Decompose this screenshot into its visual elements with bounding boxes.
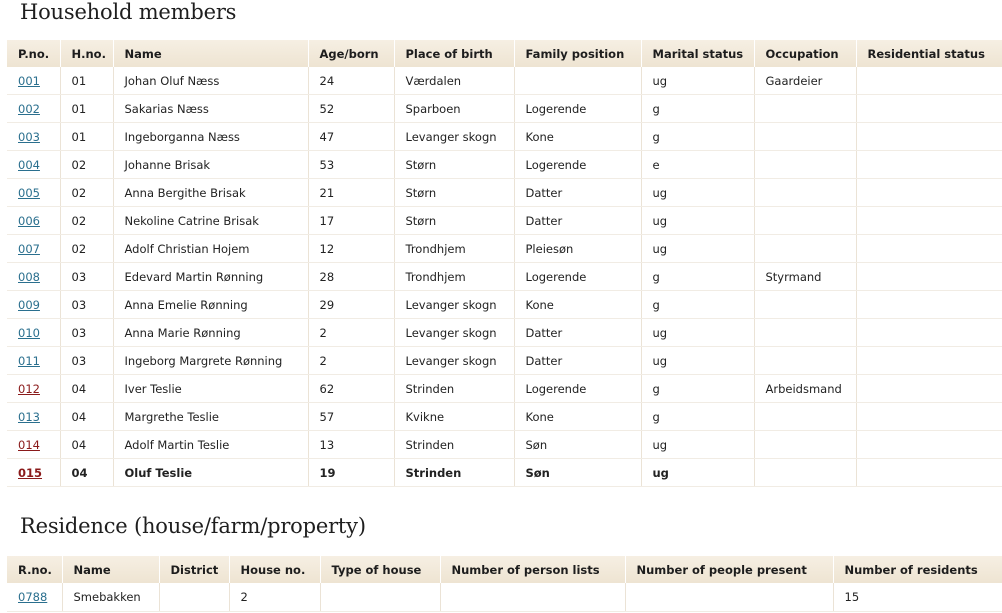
marital-status-cell: ug: [641, 179, 754, 207]
residential-status-cell: [856, 207, 1002, 235]
person-number-cell: [7, 403, 60, 431]
family-position-cell: Datter: [514, 207, 641, 235]
occupation-cell: [754, 403, 856, 431]
occupation-cell: Gaardeier: [754, 67, 856, 95]
birthplace-cell: Sparboen: [394, 95, 514, 123]
marital-status-cell: e: [641, 151, 754, 179]
household-number-cell: 02: [60, 235, 113, 263]
age-cell: 13: [308, 431, 394, 459]
person-number-link[interactable]: 003: [18, 129, 40, 144]
household-number-cell: 02: [60, 207, 113, 235]
age-cell: 29: [308, 291, 394, 319]
residential-status-cell: [856, 67, 1002, 95]
person-number-link[interactable]: 005: [18, 185, 40, 200]
person-number-cell: [7, 123, 60, 151]
birthplace-cell: Strinden: [394, 431, 514, 459]
residential-status-cell: [856, 151, 1002, 179]
occupation-cell: [754, 151, 856, 179]
age-cell: 52: [308, 95, 394, 123]
person-name-cell: Oluf Teslie: [113, 459, 308, 487]
household-number-cell: 04: [60, 375, 113, 403]
person-lists-cell: [440, 583, 625, 612]
residential-status-cell: [856, 319, 1002, 347]
column-header-person-lists: Number of person lists: [440, 556, 625, 583]
person-number-cell: [7, 291, 60, 319]
household-number-cell: 03: [60, 291, 113, 319]
age-cell: 28: [308, 263, 394, 291]
family-position-cell: Pleiesøn: [514, 235, 641, 263]
family-position-cell: Kone: [514, 291, 641, 319]
person-number-cell: [7, 207, 60, 235]
house-number-cell: 2: [229, 583, 320, 612]
household-number-cell: 03: [60, 319, 113, 347]
age-cell: 17: [308, 207, 394, 235]
family-position-cell: [514, 67, 641, 95]
table-row: [7, 207, 1002, 235]
person-name-cell: Margrethe Teslie: [113, 403, 308, 431]
column-header-birthplace: Place of birth: [394, 40, 514, 67]
residential-status-cell: [856, 459, 1002, 487]
residents-cell: 15: [833, 583, 1002, 612]
household-number-cell: 01: [60, 95, 113, 123]
person-number-cell: [7, 347, 60, 375]
residential-status-cell: [856, 263, 1002, 291]
person-number-cell: [7, 67, 60, 95]
birthplace-cell: Levanger skogn: [394, 347, 514, 375]
occupation-cell: [754, 207, 856, 235]
marital-status-cell: ug: [641, 235, 754, 263]
family-position-cell: Datter: [514, 319, 641, 347]
table-row: [7, 375, 1002, 403]
residential-status-cell: [856, 431, 1002, 459]
residential-status-cell: [856, 375, 1002, 403]
column-header-rno: R.no.: [7, 556, 62, 583]
table-row: [7, 583, 1002, 612]
family-position-cell: Logerende: [514, 95, 641, 123]
person-name-cell: Adolf Christian Hojem: [113, 235, 308, 263]
occupation-cell: [754, 95, 856, 123]
residential-status-cell: [856, 179, 1002, 207]
table-row: [7, 319, 1002, 347]
person-number-link[interactable]: 001: [18, 73, 40, 88]
person-number-cell: [7, 459, 60, 487]
table-row: [7, 67, 1002, 95]
person-number-cell: [7, 375, 60, 403]
occupation-cell: [754, 319, 856, 347]
marital-status-cell: g: [641, 95, 754, 123]
residence-number-cell: [7, 583, 62, 612]
occupation-cell: [754, 123, 856, 151]
person-number-link[interactable]: 007: [18, 241, 40, 256]
marital-status-cell: g: [641, 375, 754, 403]
marital-status-cell: ug: [641, 347, 754, 375]
birthplace-cell: Størn: [394, 179, 514, 207]
person-number-cell: [7, 319, 60, 347]
household-number-cell: 03: [60, 347, 113, 375]
age-cell: 21: [308, 179, 394, 207]
birthplace-cell: Størn: [394, 151, 514, 179]
table-row: [7, 123, 1002, 151]
marital-status-cell: ug: [641, 67, 754, 95]
age-cell: 12: [308, 235, 394, 263]
household-number-cell: 01: [60, 123, 113, 151]
occupation-cell: Styrmand: [754, 263, 856, 291]
marital-status-cell: ug: [641, 459, 754, 487]
person-number-link[interactable]: 009: [18, 297, 40, 312]
person-name-cell: Ingeborg Margrete Rønning: [113, 347, 308, 375]
birthplace-cell: Strinden: [394, 375, 514, 403]
residential-status-cell: [856, 95, 1002, 123]
table-row: [7, 291, 1002, 319]
house-type-cell: [320, 583, 440, 612]
residence-table: [7, 556, 1002, 612]
person-number-link[interactable]: 002: [18, 101, 40, 116]
residential-status-cell: [856, 403, 1002, 431]
person-number-cell: [7, 95, 60, 123]
person-number-cell: [7, 151, 60, 179]
age-cell: 19: [308, 459, 394, 487]
residential-status-cell: [856, 347, 1002, 375]
residence-header-row: [7, 556, 1002, 583]
person-number-cell: [7, 235, 60, 263]
household-number-cell: 04: [60, 459, 113, 487]
family-position-cell: Kone: [514, 123, 641, 151]
occupation-cell: [754, 459, 856, 487]
table-row: [7, 459, 1002, 487]
person-number-link[interactable]: 010: [18, 325, 40, 340]
residential-status-cell: [856, 123, 1002, 151]
residential-status-cell: [856, 235, 1002, 263]
column-header-name: Name: [113, 40, 308, 67]
table-row: [7, 347, 1002, 375]
person-number-link[interactable]: 015: [18, 465, 43, 480]
person-number-link[interactable]: 013: [18, 409, 40, 424]
household-members-table: [7, 40, 1002, 487]
column-header-family-position: Family position: [514, 40, 641, 67]
occupation-cell: [754, 347, 856, 375]
person-name-cell: Adolf Martin Teslie: [113, 431, 308, 459]
age-cell: 2: [308, 347, 394, 375]
table-row: [7, 263, 1002, 291]
residence-number-link[interactable]: 0788: [18, 590, 48, 604]
person-name-cell: Sakarias Næss: [113, 95, 308, 123]
household-number-cell: 04: [60, 431, 113, 459]
marital-status-cell: g: [641, 403, 754, 431]
birthplace-cell: Levanger skogn: [394, 319, 514, 347]
birthplace-cell: Strinden: [394, 459, 514, 487]
age-cell: 24: [308, 67, 394, 95]
age-cell: 53: [308, 151, 394, 179]
person-name-cell: Iver Teslie: [113, 375, 308, 403]
birthplace-cell: Værdalen: [394, 67, 514, 95]
table-row: [7, 151, 1002, 179]
family-position-cell: Datter: [514, 179, 641, 207]
age-cell: 2: [308, 319, 394, 347]
occupation-cell: Arbeidsmand: [754, 375, 856, 403]
column-header-house-no: House no.: [229, 556, 320, 583]
table-row: [7, 95, 1002, 123]
column-header-hno: H.no.: [60, 40, 113, 67]
family-position-cell: Logerende: [514, 375, 641, 403]
birthplace-cell: Størn: [394, 207, 514, 235]
column-header-age: Age/born: [308, 40, 394, 67]
person-name-cell: Anna Bergithe Brisak: [113, 179, 308, 207]
household-number-cell: 02: [60, 179, 113, 207]
person-name-cell: Anna Emelie Rønning: [113, 291, 308, 319]
people-present-cell: [625, 583, 833, 612]
marital-status-cell: g: [641, 123, 754, 151]
table-row: [7, 403, 1002, 431]
household-number-cell: 03: [60, 263, 113, 291]
person-number-link[interactable]: 004: [18, 157, 40, 172]
column-header-residential-status: Residential status: [856, 40, 1002, 67]
person-number-cell: [7, 179, 60, 207]
age-cell: 57: [308, 403, 394, 431]
person-name-cell: Nekoline Catrine Brisak: [113, 207, 308, 235]
birthplace-cell: Kvikne: [394, 403, 514, 431]
family-position-cell: Logerende: [514, 263, 641, 291]
table-row: [7, 235, 1002, 263]
table-row: [7, 179, 1002, 207]
age-cell: 62: [308, 375, 394, 403]
person-name-cell: Johan Oluf Næss: [113, 67, 308, 95]
residential-status-cell: [856, 291, 1002, 319]
household-header-row: [7, 40, 1002, 67]
column-header-district: District: [159, 556, 229, 583]
column-header-pno: P.no.: [7, 40, 60, 67]
marital-status-cell: g: [641, 291, 754, 319]
occupation-cell: [754, 431, 856, 459]
birthplace-cell: Trondhjem: [394, 235, 514, 263]
family-position-cell: Søn: [514, 431, 641, 459]
person-number-link[interactable]: 014: [18, 437, 40, 452]
person-name-cell: Anna Marie Rønning: [113, 319, 308, 347]
column-header-house-type: Type of house: [320, 556, 440, 583]
marital-status-cell: ug: [641, 431, 754, 459]
birthplace-cell: Levanger skogn: [394, 123, 514, 151]
person-name-cell: Edevard Martin Rønning: [113, 263, 308, 291]
person-number-cell: [7, 431, 60, 459]
person-number-link[interactable]: 006: [18, 213, 40, 228]
household-number-cell: 04: [60, 403, 113, 431]
birthplace-cell: Levanger skogn: [394, 291, 514, 319]
person-number-link[interactable]: 011: [18, 353, 40, 368]
person-name-cell: Johanne Brisak: [113, 151, 308, 179]
family-position-cell: Søn: [514, 459, 641, 487]
marital-status-cell: ug: [641, 207, 754, 235]
column-header-occupation: Occupation: [754, 40, 856, 67]
family-position-cell: Datter: [514, 347, 641, 375]
person-number-cell: [7, 263, 60, 291]
occupation-cell: [754, 291, 856, 319]
household-number-cell: 01: [60, 67, 113, 95]
column-header-marital-status: Marital status: [641, 40, 754, 67]
family-position-cell: Kone: [514, 403, 641, 431]
marital-status-cell: ug: [641, 319, 754, 347]
person-number-link[interactable]: 012: [18, 381, 40, 396]
age-cell: 47: [308, 123, 394, 151]
birthplace-cell: Trondhjem: [394, 263, 514, 291]
residence-name-cell: Smebakken: [62, 583, 159, 612]
person-name-cell: Ingeborganna Næss: [113, 123, 308, 151]
person-number-link[interactable]: 008: [18, 269, 40, 284]
residence-title: Residence (house/farm/property): [20, 514, 366, 538]
occupation-cell: [754, 179, 856, 207]
family-position-cell: Logerende: [514, 151, 641, 179]
district-cell: [159, 583, 229, 612]
column-header-people-present: Number of people present: [625, 556, 833, 583]
household-members-title: Household members: [20, 0, 237, 24]
household-number-cell: 02: [60, 151, 113, 179]
marital-status-cell: g: [641, 263, 754, 291]
table-row: [7, 431, 1002, 459]
column-header-residence-name: Name: [62, 556, 159, 583]
occupation-cell: [754, 235, 856, 263]
column-header-residents: Number of residents: [833, 556, 1002, 583]
